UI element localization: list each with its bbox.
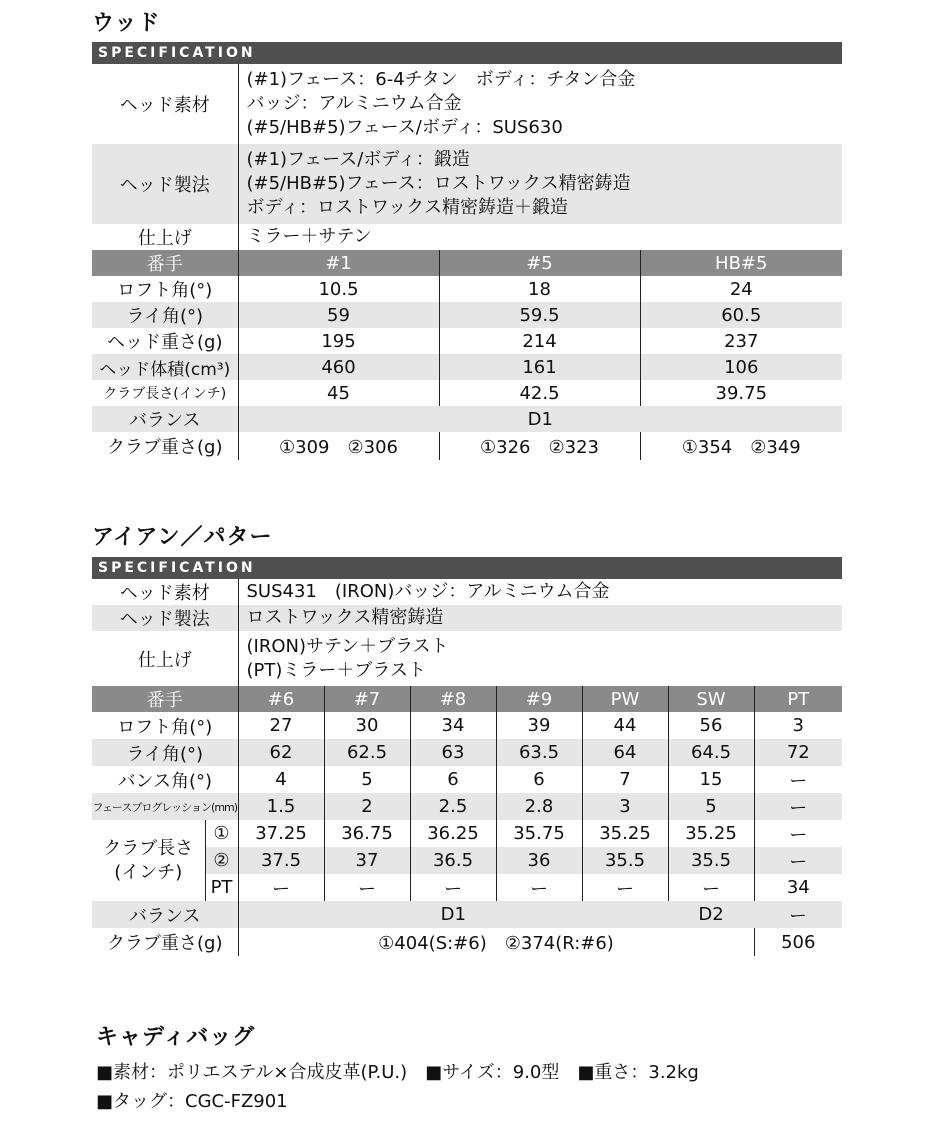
iron-length-mark: ① xyxy=(205,820,238,847)
iron-cell: 64 xyxy=(582,739,668,766)
iron-balance-pt: ー xyxy=(789,905,808,927)
iron-cell: 37.5 xyxy=(238,847,324,874)
iron-cell: ー xyxy=(582,874,668,901)
wood-cell: 42.5 xyxy=(439,380,640,406)
wood-head-method-value: (#1)フェース/ボディ：鍛造 (#5/HB#5)フェース：ロストワックス精密鋳造 ボディ：ロストワックス精密鋳造＋鍛造 xyxy=(238,144,842,224)
iron-cell: 3 xyxy=(582,793,668,820)
iron-row-label: ロフト角(°) xyxy=(117,716,213,738)
wood-cell: 106 xyxy=(640,354,842,380)
iron-cell: 5 xyxy=(668,793,754,820)
iron-cell: ー xyxy=(754,847,842,874)
wood-column-5: #5 xyxy=(439,250,640,276)
iron-spec-table xyxy=(92,579,842,956)
iron-cell: 72 xyxy=(754,739,842,766)
iron-cell: 27 xyxy=(238,712,324,739)
iron-column-7: #7 xyxy=(324,686,410,712)
wood-cell: 161 xyxy=(439,354,640,380)
iron-row-label: バンス角(°) xyxy=(117,770,212,792)
iron-cell: ー xyxy=(754,793,842,820)
wood-row-label: ヘッド体積(cm³) xyxy=(99,359,231,380)
wood-cell: 460 xyxy=(238,354,439,380)
iron-cell: 1.5 xyxy=(238,793,324,820)
iron-cell: ー xyxy=(668,874,754,901)
wood-finish-label: 仕上げ xyxy=(137,228,192,249)
iron-cell: ー xyxy=(754,766,842,793)
wood-column-label: 番手 xyxy=(92,250,238,276)
iron-head-material-value: SUS431 (IRON)バッジ：アルミニウム合金 xyxy=(238,579,842,605)
iron-cell: 15 xyxy=(668,766,754,793)
wood-finish-value: ミラー＋サテン xyxy=(238,224,842,250)
iron-head-method-label: ヘッド製法 xyxy=(119,609,210,630)
iron-cell: 35.25 xyxy=(582,820,668,847)
wood-spec-bar: SPECIFICATION xyxy=(92,42,842,64)
wood-cell: 45 xyxy=(238,380,439,406)
iron-cell: 35.25 xyxy=(668,820,754,847)
iron-finish-value: (IRON)サテン＋ブラスト (PT)ミラー＋ブラスト xyxy=(238,631,842,686)
iron-cell: 44 xyxy=(582,712,668,739)
iron-row-label: フェースプログレッション(mm) xyxy=(92,800,238,814)
iron-cell: ー xyxy=(410,874,496,901)
iron-cell: ー xyxy=(324,874,410,901)
wood-head-material-value: (#1)フェース：6-4チタン ボディ：チタン合金 バッジ：アルミニウム合金 (#5/HB#5)フェース/ボディ：SUS630 xyxy=(238,64,842,144)
wood-head-material-label: ヘッド素材 xyxy=(119,95,210,116)
iron-cell: 56 xyxy=(668,712,754,739)
iron-cell: 35.5 xyxy=(582,847,668,874)
iron-cell: 34 xyxy=(410,712,496,739)
iron-cell: 34 xyxy=(754,874,842,901)
iron-column-sw: SW xyxy=(668,686,754,712)
wood-cell: ①326 ②323 xyxy=(439,432,640,460)
iron-row-label: ライ角(°) xyxy=(126,743,203,765)
iron-cell: 2.5 xyxy=(410,793,496,820)
wood-balance-label: バランス xyxy=(129,410,201,431)
iron-column-9: #9 xyxy=(496,686,582,712)
wood-club-weight-label: クラブ重さ(g) xyxy=(107,437,223,458)
wood-cell: 214 xyxy=(439,328,640,354)
iron-cell: 3 xyxy=(754,712,842,739)
wood-cell: ①309 ②306 xyxy=(238,432,439,460)
iron-balance-label: バランス xyxy=(129,905,201,927)
bag-section-title: キャディバッグ xyxy=(96,1025,256,1050)
iron-head-method-value: ロストワックス精密鋳造 xyxy=(238,605,842,631)
wood-row-label: ヘッド重さ(g) xyxy=(107,332,223,353)
iron-cell: 63.5 xyxy=(496,739,582,766)
bag-tag-line: ■タッグ：CGC-FZ901 xyxy=(96,1091,288,1112)
wood-cell: 237 xyxy=(640,328,842,354)
wood-cell: 39.75 xyxy=(640,380,842,406)
wood-cell: 59 xyxy=(238,302,439,328)
iron-head-material-label: ヘッド素材 xyxy=(119,583,210,604)
iron-cell: 5 xyxy=(324,766,410,793)
wood-cell: 195 xyxy=(238,328,439,354)
iron-cell: 36.75 xyxy=(324,820,410,847)
iron-cell: 36 xyxy=(496,847,582,874)
wood-cell: 18 xyxy=(439,276,640,302)
iron-spec-bar: SPECIFICATION xyxy=(92,557,842,579)
iron-length-mark: ② xyxy=(205,847,238,874)
iron-cell: 36.25 xyxy=(410,820,496,847)
iron-column-label: 番手 xyxy=(92,686,238,712)
wood-row-label: ロフト角(°) xyxy=(117,280,213,301)
iron-column-6: #6 xyxy=(238,686,324,712)
wood-cell: 60.5 xyxy=(640,302,842,328)
iron-cell: 37.25 xyxy=(238,820,324,847)
iron-cell: 64.5 xyxy=(668,739,754,766)
iron-finish-label: 仕上げ xyxy=(137,649,192,671)
iron-cell: 62 xyxy=(238,739,324,766)
wood-section-title: ウッド xyxy=(92,11,161,36)
wood-head-method-label: ヘッド製法 xyxy=(119,175,210,196)
iron-cell: 2 xyxy=(324,793,410,820)
wood-row-label: ライ角(°) xyxy=(126,306,203,327)
wood-column-1: #1 xyxy=(238,250,439,276)
wood-cell: 24 xyxy=(640,276,842,302)
iron-column-pw: PW xyxy=(582,686,668,712)
iron-cell: ー xyxy=(496,874,582,901)
iron-cell: 6 xyxy=(496,766,582,793)
iron-balance-value: D1 xyxy=(238,901,668,928)
iron-section-title: アイアン／パター xyxy=(92,525,273,550)
iron-cell: 35.5 xyxy=(668,847,754,874)
iron-balance-sw: D2 xyxy=(698,904,724,925)
iron-length-label: クラブ長さ (インチ) xyxy=(103,837,194,883)
wood-column-hb5: HB#5 xyxy=(640,250,842,276)
iron-club-weight-value: ①404(S:#6) ②374(R:#6) xyxy=(238,928,754,956)
iron-length-mark: PT xyxy=(205,874,238,901)
iron-column-pt: PT xyxy=(754,686,842,712)
wood-spec-table xyxy=(92,64,842,460)
iron-club-weight-label: クラブ重さ(g) xyxy=(107,933,223,954)
wood-cell: 10.5 xyxy=(238,276,439,302)
iron-column-8: #8 xyxy=(410,686,496,712)
iron-cell: 62.5 xyxy=(324,739,410,766)
iron-cell: 35.75 xyxy=(496,820,582,847)
iron-cell: 6 xyxy=(410,766,496,793)
iron-cell: 2.8 xyxy=(496,793,582,820)
iron-cell: 7 xyxy=(582,766,668,793)
iron-cell: 30 xyxy=(324,712,410,739)
wood-cell: ①354 ②349 xyxy=(640,432,842,460)
wood-cell: 59.5 xyxy=(439,302,640,328)
iron-cell: 39 xyxy=(496,712,582,739)
wood-balance-value: D1 xyxy=(238,406,842,432)
iron-cell: ー xyxy=(754,820,842,847)
iron-cell: 36.5 xyxy=(410,847,496,874)
bag-spec-line: ■素材：ポリエステル×合成皮革(P.U.) ■サイズ：9.0型 ■重さ：3.2kg xyxy=(96,1062,699,1083)
wood-row-label: クラブ長さ(インチ) xyxy=(103,386,227,402)
iron-club-weight-pt: 506 xyxy=(754,928,842,956)
iron-cell: 37 xyxy=(324,847,410,874)
iron-cell: ー xyxy=(238,874,324,901)
iron-cell: 4 xyxy=(238,766,324,793)
iron-cell: 63 xyxy=(410,739,496,766)
